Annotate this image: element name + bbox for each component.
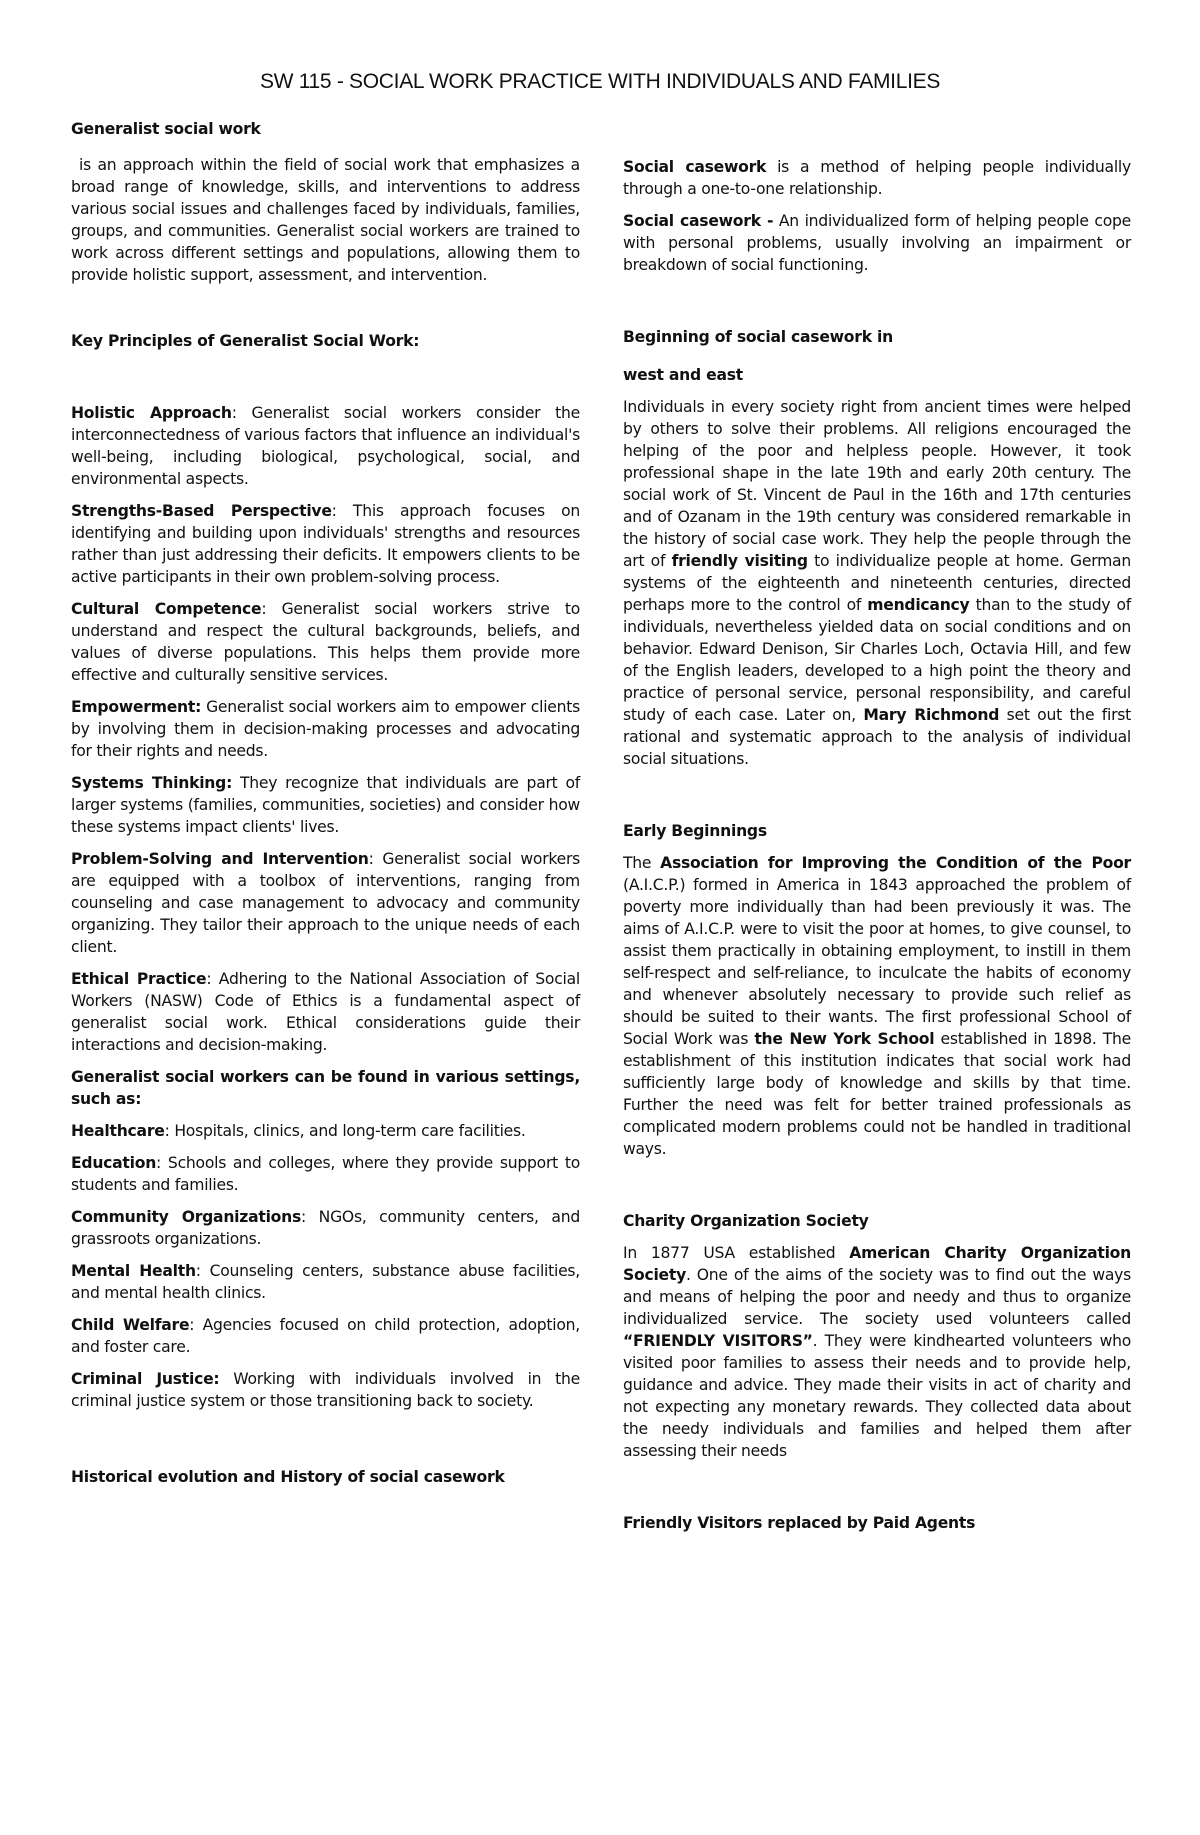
section-heading-friendly-visitors: Friendly Visitors replaced by Paid Agents <box>623 1514 976 1532</box>
principle-term: Systems Thinking: <box>71 774 233 792</box>
early-beginnings-paragraph: The Association for Improving the Condition of the Poor (A.I.C.P.) formed in America in 1843 approached the problem of poverty more individually than had been previously it was. The aims of A.I.C.P. were to visit the poor at homes, to give counsel, to assist them practically in obtaining employment, to instill in them self-respect and self-reliance, to inculcate the habits of economy and whenever absolutely necessary to provide such relief as should be suited to their wants. The first professional School of Social Work was the New York School established in 1898. The establishment of this institution indicates that social work had sufficiently large body of knowledge and skills by that time. Further the need was felt for better trained professionals as complicated modern problems could not be handled in traditional ways. <box>623 854 1131 1158</box>
section-heading-early-beginnings: Early Beginnings <box>623 822 767 840</box>
section-heading-key-principles: Key Principles of Generalist Social Work: <box>71 332 420 350</box>
beginning-paragraph: Individuals in every society right from ancient times were helped by others to solve their problems. All religions encouraged the helping of the poor and helpless people. However, it took professional shape in the late 19th and early 20th century. The social work of St. Vincent de Paul in the 16th and 17th centuries and of Ozanam in the 19th century was considered remarkable in the history of social case work. They help the people through the art of friendly visiting to individualize people at home. German systems of the eighteenth and nineteenth centuries, directed perhaps more to the control of mendicancy than to the study of individuals, nevertheless yielded data on social conditions and on behavior. Edward Denison, Sir Charles Loch, Octavia Hill, and few of the English leaders, developed to a high point the theory and practice of personal service, personal responsibility, and careful study of each case. Later on, Mary Richmond set out the first rational and systematic approach to the analysis of individual social situations. <box>623 398 1131 768</box>
setting-term: Child Welfare <box>71 1316 190 1334</box>
principle-strengths: Strengths-Based Perspective: This approach focuses on identifying and building upon individuals' strengths and resources rather than just addressing their deficits. It empowers clients to be active participants in their own problem-solving process. <box>71 502 580 586</box>
setting-term: Healthcare <box>71 1122 165 1140</box>
charity-organization-paragraph: In 1877 USA established American Charity Organization Society. One of the aims of the society was to find out the ways and means of helping the poor and needy and thus to organize individualized service. The society used volunteers called “FRIENDLY VISITORS”. They were kindhearted volunteers who visited poor families to assess their needs and to provide help, guidance and advice. They made their visits in act of charity and not expecting any monetary rewards. They collected data about the needy individuals and families and helped them after assessing their needs <box>623 1244 1132 1460</box>
section-heading-beginning-1: Beginning of social casework in <box>623 328 893 346</box>
setting-term: Criminal Justice: <box>71 1370 220 1388</box>
page-title: SW 115 - SOCIAL WORK PRACTICE WITH INDIVIDUALS AND FAMILIES <box>259 70 941 93</box>
setting-mental-health: Mental Health: Counseling centers, substance abuse facilities, and mental health clinics. <box>71 1262 580 1302</box>
principle-term: Strengths-Based Perspective <box>71 502 332 520</box>
principle-problem-solving: Problem-Solving and Intervention: Generalist social workers are equipped with a toolbox of interventions, ranging from counseling and case management to advocacy and community organizing. They tailor their approach to the unique needs of each client. <box>71 850 580 956</box>
setting-criminal-justice: Criminal Justice: Working with individuals involved in the criminal justice system or those transitioning back to society. <box>71 1370 580 1410</box>
section-heading-charity-organization: Charity Organization Society <box>623 1212 869 1230</box>
principle-term: Empowerment: <box>71 698 202 716</box>
section-heading-history: Historical evolution and History of social casework <box>71 1468 505 1486</box>
principle-term: Ethical Practice <box>71 970 207 988</box>
definition-social-casework-1: Social casework is a method of helping people individually through a one-to-one relationship. <box>623 158 1131 198</box>
setting-child-welfare: Child Welfare: Agencies focused on child protection, adoption, and foster care. <box>71 1316 580 1356</box>
section-heading-generalist: Generalist social work <box>71 120 261 138</box>
section-heading-beginning-2: west and east <box>623 366 743 384</box>
principle-term: Holistic Approach <box>71 404 232 422</box>
principle-term: Problem-Solving and Intervention <box>71 850 369 868</box>
generalist-intro-paragraph: is an approach within the field of social work that emphasizes a broad range of knowledge, skills, and interventions to address various social issues and challenges faced by individuals, families, groups, and communities. Generalist social workers are trained to work across different settings and populations, allowing them to provide holistic support, assessment, and intervention. <box>71 156 580 284</box>
definition-social-casework-2: Social casework - An individualized form of helping people cope with personal problems, usually involving an impairment or breakdown of social functioning. <box>623 212 1131 274</box>
principle-holistic: Holistic Approach: Generalist social workers consider the interconnectedness of various factors that influence an individual's well-being, including biological, psychological, social, and environmental aspects. <box>71 404 580 488</box>
principle-empowerment: Empowerment: Generalist social workers aim to empower clients by involving them in decision-making processes and advocating for their rights and needs. <box>71 698 580 760</box>
right-column <box>623 156 1131 1534</box>
definition-term: Social casework - <box>623 212 774 230</box>
setting-term: Community Organizations <box>71 1208 302 1226</box>
principle-systems: Systems Thinking: They recognize that individuals are part of larger systems (families, communities, societies) and consider how these systems impact clients' lives. <box>71 774 580 836</box>
setting-community: Community Organizations: NGOs, community centers, and grassroots organizations. <box>71 1208 580 1248</box>
principle-term: Cultural Competence <box>71 600 262 618</box>
definition-term: Social casework <box>623 158 767 176</box>
setting-term: Education <box>71 1154 157 1172</box>
left-column <box>71 118 580 1488</box>
setting-education: Education: Schools and colleges, where they provide support to students and families. <box>71 1154 580 1194</box>
principle-cultural: Cultural Competence: Generalist social workers strive to understand and respect the cultural backgrounds, beliefs, and values of diverse populations. This helps them provide more effective and culturally sensitive services. <box>71 600 580 684</box>
principle-ethical: Ethical Practice: Adhering to the National Association of Social Workers (NASW) Code of Ethics is a fundamental aspect of generalist social work. Ethical considerations guide their interactions and decision-making. <box>71 970 581 1054</box>
setting-healthcare: Healthcare: Hospitals, clinics, and long-term care facilities. <box>71 1122 526 1140</box>
section-heading-settings: Generalist social workers can be found in various settings, such as: <box>71 1068 580 1108</box>
setting-term: Mental Health <box>71 1262 196 1280</box>
